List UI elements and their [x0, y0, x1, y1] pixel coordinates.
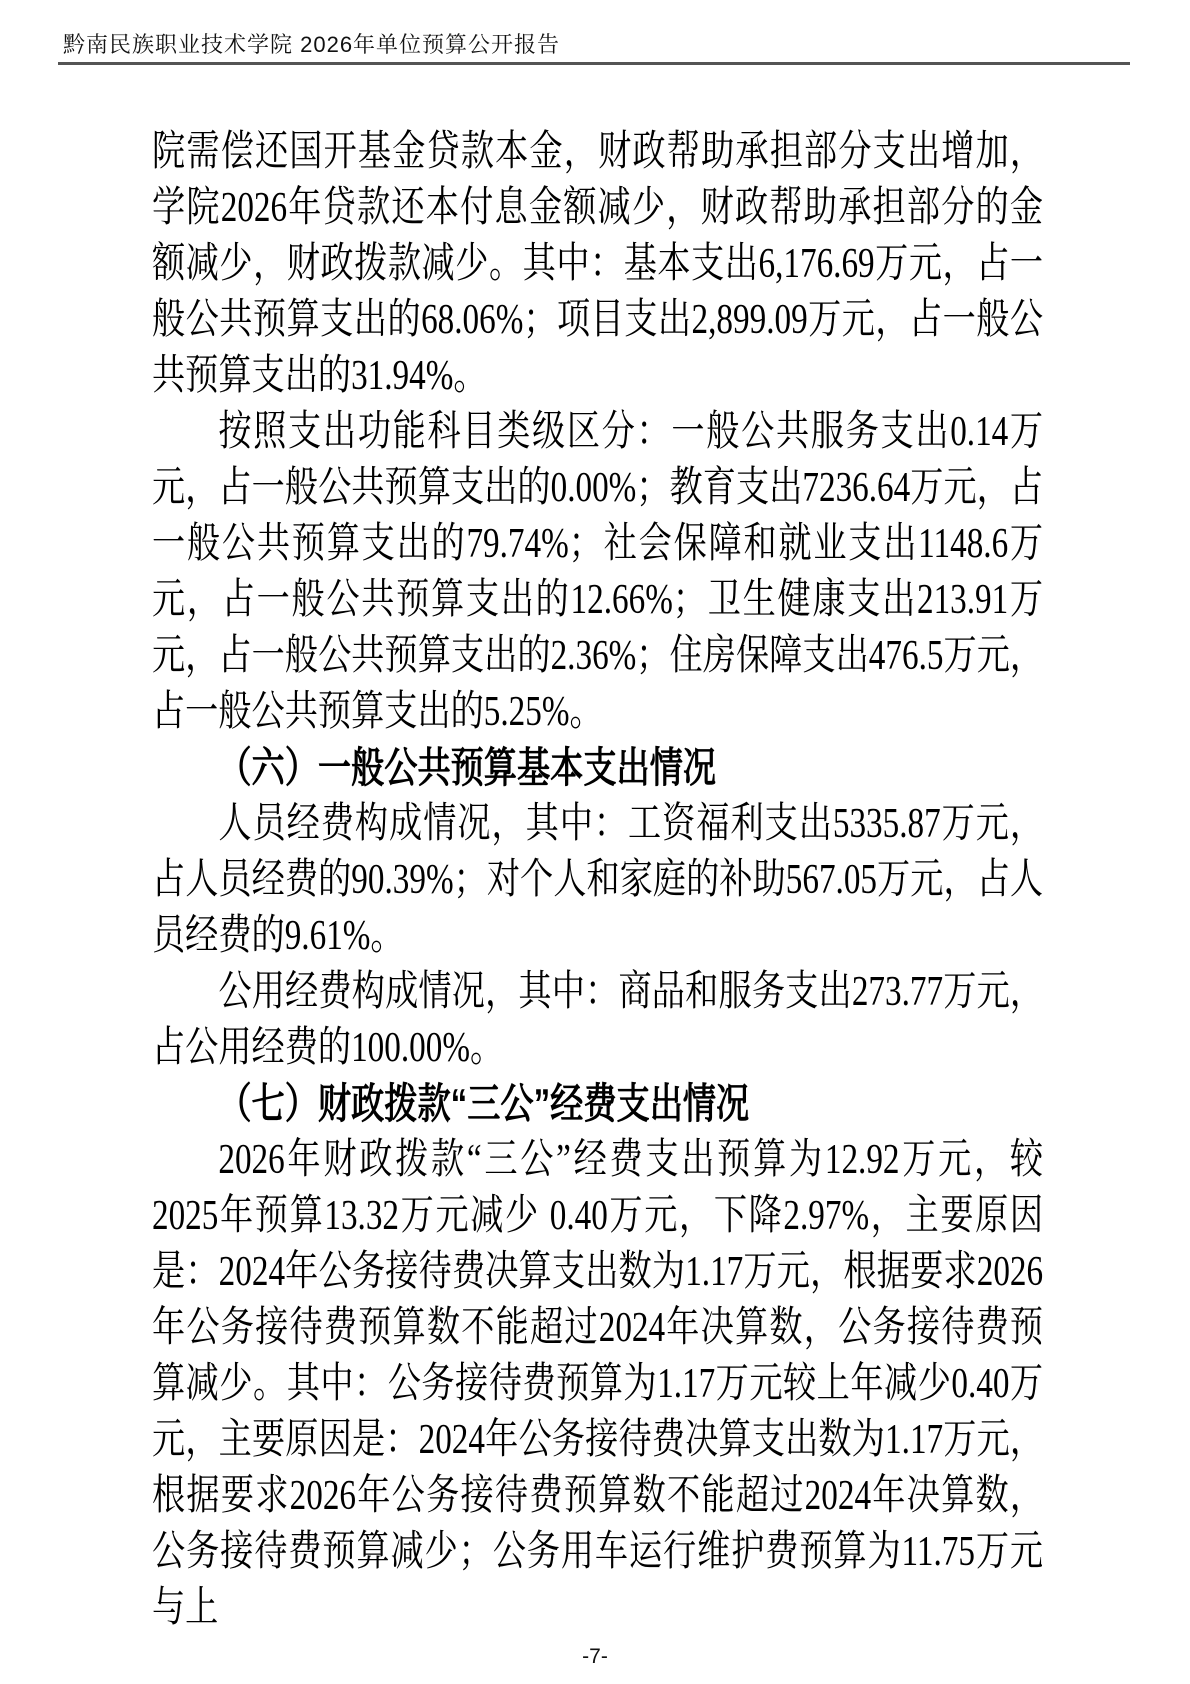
paragraph-personnel-funds: 人员经费构成情况，其中：工资福利支出5335.87万元，占人员经费的90.39%；对个人和家庭的补助567.05万元，占人员经费的9.61%。: [152, 801, 1044, 959]
header-divider-rule: [58, 62, 1130, 65]
section-heading-7-three-public-expenses: （七）财政拨款“三公”经费支出情况: [218, 1080, 750, 1127]
document-header-title: 黔南民族职业技术学院 2026年单位预算公开报告: [63, 32, 561, 57]
page-number: -7-: [582, 1645, 608, 1668]
section-heading-6-basic-expenditure: （六）一般公共预算基本支出情况: [218, 744, 717, 791]
paragraph-expenditure-by-function: 按照支出功能科目类级区分：一般公共服务支出0.14万元，占一般公共预算支出的0.00%；教育支出7236.64万元，占一般公共预算支出的79.74%；社会保障和就业支出1148.6万元，占一般公共预算支出的12.66%；卫生健康支出213.91万元，占一般公共预算支出的2.36%；住房保障支出476.5万元，占一般公共预算支出的5.25%。: [152, 409, 1044, 735]
paragraph-public-funds: 公用经费构成情况，其中：商品和服务支出273.77万元，占公用经费的100.00%。: [152, 969, 1044, 1071]
paragraph-budget-expenditure-overview: 院需偿还国开基金贷款本金，财政帮助承担部分支出增加，学院2026年贷款还本付息金额减少，财政帮助承担部分的金额减少，财政拨款减少。其中：基本支出6,176.69万元，占一般公共预算支出的68.06%；项目支出2,899.09万元，占一般公共预算支出的31.94%。: [152, 129, 1044, 399]
paragraph-three-public-expenses-detail: 2026年财政拨款“三公”经费支出预算为12.92万元，较2025年预算13.32万元减少 0.40万元，下降2.97%，主要原因是：2024年公务接待费决算支出数为1.17万元，根据要求2026年公务接待费预算数不能超过2024年决算数，公务接待费预算减少。其中：公务接待费预算为1.17万元较上年减少0.40万元，主要原因是：2024年公务接待费决算支出数为1.17万元，根据要求2026年公务接待费预算数不能超过2024年决算数，公务接待费预算减少；公务用车运行维护费预算为11.75万元与上: [152, 1137, 1044, 1631]
document-body: [152, 124, 1043, 1636]
